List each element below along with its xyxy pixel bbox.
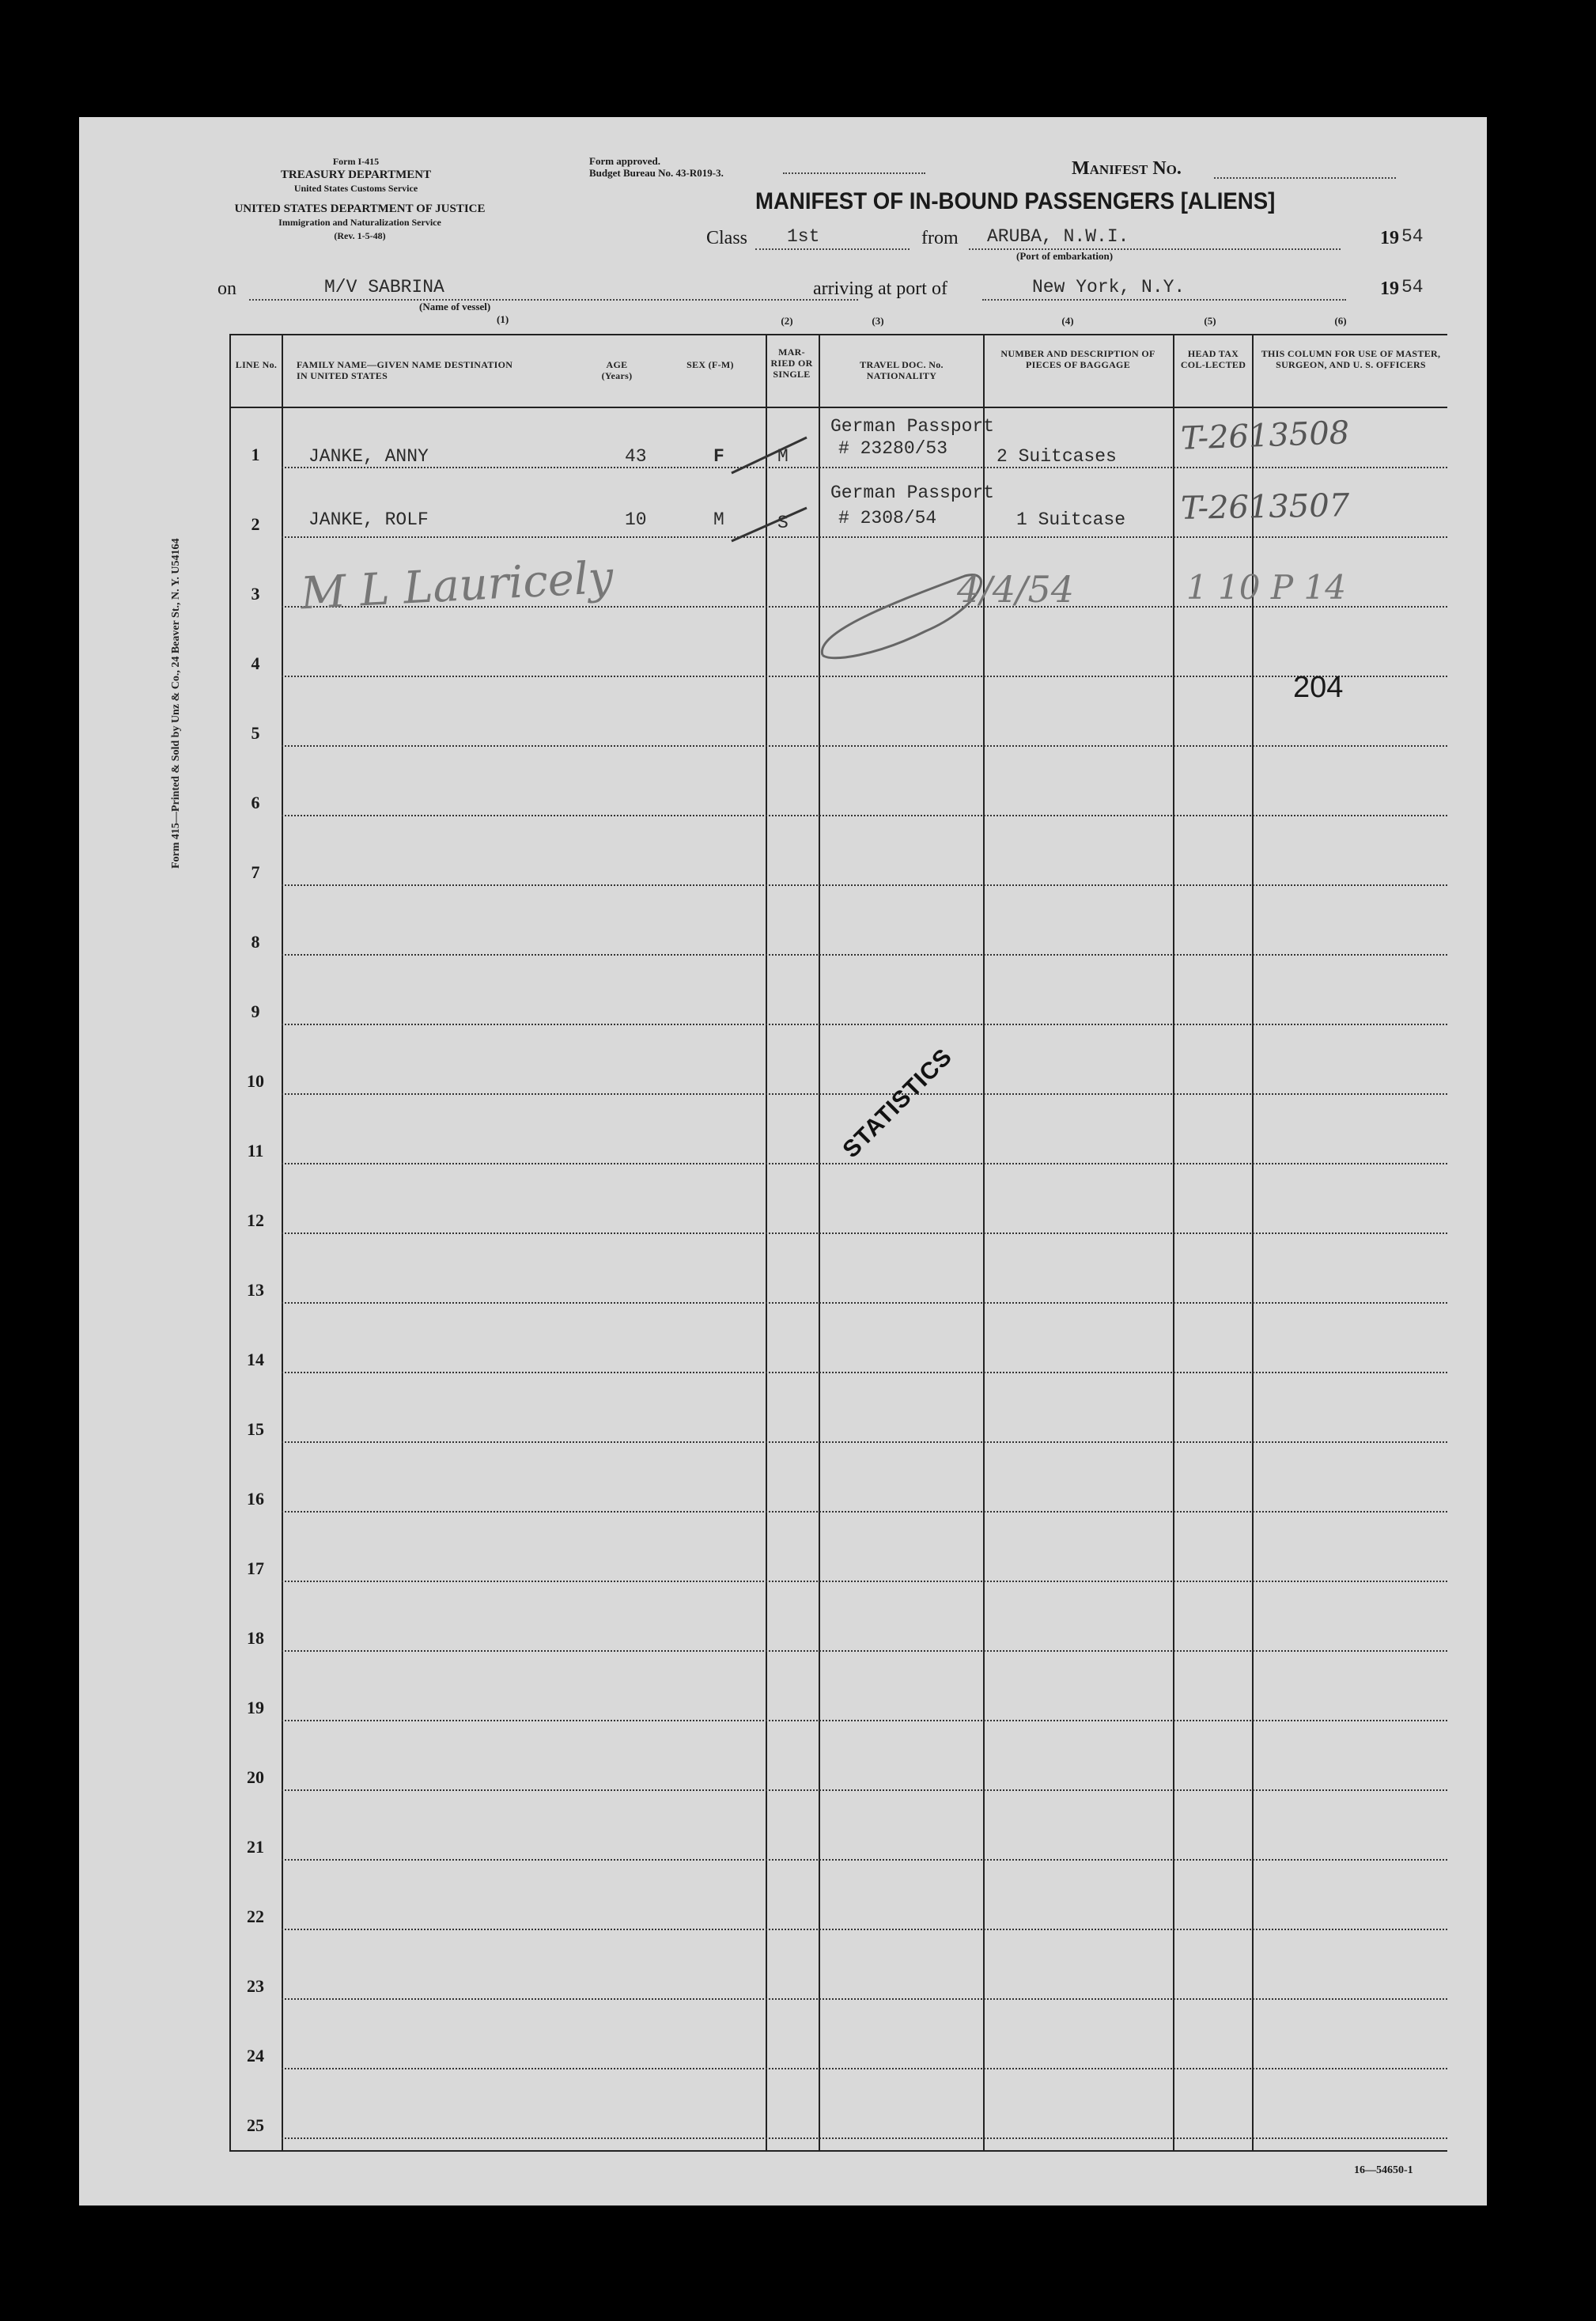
side-printer-text: Form 415—Printed & Sold by Unz & Co., 24 Beaver St., N. Y. U54164 bbox=[170, 538, 182, 869]
form-block bbox=[214, 155, 498, 195]
row-number: 3 bbox=[251, 584, 260, 604]
class-label: Class bbox=[706, 228, 748, 248]
row-line bbox=[282, 1093, 1447, 1095]
approval-dots bbox=[783, 172, 925, 174]
row-number: 19 bbox=[247, 1698, 264, 1717]
footer-code: 16—54650-1 bbox=[1354, 2164, 1413, 2176]
table-bottom-border bbox=[229, 2150, 1447, 2152]
justice-block bbox=[214, 203, 506, 243]
manifest-page bbox=[79, 117, 1487, 2206]
p1-doc-nationality: German Passport bbox=[830, 416, 995, 437]
row-line bbox=[282, 1581, 1447, 1582]
row3-signature: M L Lauricely bbox=[299, 551, 615, 620]
row-number: 23 bbox=[247, 1976, 264, 1996]
row-number: 14 bbox=[247, 1350, 264, 1369]
arriving-label: arriving at port of bbox=[813, 278, 947, 299]
approval-line2: Budget Bureau No. 43-R019-3. bbox=[589, 167, 724, 179]
row-line bbox=[282, 536, 1447, 538]
p2-doc-number: # 2308/54 bbox=[838, 508, 937, 528]
p2-sex: M bbox=[713, 509, 724, 530]
row-line bbox=[282, 1511, 1447, 1513]
row-line bbox=[282, 1650, 1447, 1652]
year-value: 54 bbox=[1401, 226, 1424, 247]
row-line bbox=[282, 1024, 1447, 1025]
vessel-field-line bbox=[249, 299, 858, 301]
year-prefix: 19 bbox=[1380, 228, 1399, 248]
row-line bbox=[282, 884, 1447, 886]
hdr-line-no: LINE No. bbox=[235, 359, 278, 370]
row-line bbox=[282, 1789, 1447, 1791]
p1-officer-note: T-2613508 bbox=[1180, 415, 1350, 457]
class-value: 1st bbox=[787, 226, 820, 247]
p2-age: 10 bbox=[625, 509, 647, 530]
row-number: 4 bbox=[251, 653, 260, 673]
vessel-colnum: (1) bbox=[497, 313, 509, 325]
border-left bbox=[229, 334, 231, 2152]
row-line bbox=[282, 1859, 1447, 1861]
row-number: 12 bbox=[247, 1210, 264, 1230]
vessel-value: M/V SABRINA bbox=[324, 277, 444, 297]
row-line bbox=[282, 1232, 1447, 1234]
p1-doc-number: # 23280/53 bbox=[838, 438, 948, 459]
class-field-line bbox=[755, 248, 910, 250]
year2-prefix: 19 bbox=[1380, 278, 1399, 299]
hdr-officers: THIS COLUMN FOR USE OF MASTER, SURGEON, AND U. S. OFFICERS bbox=[1261, 348, 1441, 370]
row-number: 25 bbox=[247, 2115, 264, 2135]
row-line bbox=[282, 1720, 1447, 1721]
table-top-border bbox=[229, 334, 1447, 335]
colnum-4: (4) bbox=[1061, 315, 1074, 327]
colnum-2: (2) bbox=[781, 315, 793, 327]
row-number: 7 bbox=[251, 862, 260, 882]
ins-label: Immigration and Naturalization Service bbox=[278, 217, 441, 228]
row-number: 15 bbox=[247, 1419, 264, 1439]
p1-marital: M bbox=[777, 446, 789, 467]
row-number: 6 bbox=[251, 793, 260, 812]
customs-service: United States Customs Service bbox=[293, 183, 418, 194]
row3-note: 1 10 P 14 bbox=[1186, 568, 1346, 607]
row-number: 24 bbox=[247, 2046, 264, 2065]
row-line bbox=[282, 1302, 1447, 1304]
p1-name: JANKE, ANNY bbox=[308, 446, 429, 467]
arriving-field-line bbox=[982, 299, 1346, 301]
row-number: 5 bbox=[251, 723, 260, 743]
row-number: 10 bbox=[247, 1071, 264, 1091]
row-line bbox=[282, 745, 1447, 747]
colnum-6: (6) bbox=[1334, 315, 1347, 327]
row-line bbox=[282, 1929, 1447, 1930]
row-line bbox=[282, 1372, 1447, 1373]
checkmark-2 bbox=[728, 502, 815, 549]
p1-sex: F bbox=[713, 446, 724, 467]
approval-block bbox=[589, 155, 724, 179]
treasury-dept: TREASURY DEPARTMENT bbox=[280, 168, 432, 181]
row-number: 1 bbox=[251, 445, 260, 464]
row-line bbox=[282, 1998, 1447, 2000]
p2-marital: S bbox=[777, 513, 789, 533]
form-id: Form I-415 bbox=[332, 156, 380, 167]
p2-doc-nationality: German Passport bbox=[830, 483, 995, 503]
from-value: ARUBA, N.W.I. bbox=[987, 226, 1129, 247]
checkmark-1 bbox=[728, 434, 815, 481]
row-number: 9 bbox=[251, 1001, 260, 1021]
row-number: 11 bbox=[247, 1141, 264, 1160]
row-line bbox=[282, 2068, 1447, 2069]
row-number: 8 bbox=[251, 932, 260, 952]
row-line bbox=[282, 2137, 1447, 2139]
row-number: 21 bbox=[247, 1837, 264, 1857]
hdr-name: FAMILY NAME—GIVEN NAME DESTINATION IN UNITED STATES bbox=[297, 359, 513, 381]
hdr-travel: TRAVEL DOC. No. NATIONALITY bbox=[860, 359, 944, 381]
approval-line1: Form approved. bbox=[589, 155, 661, 167]
hdr-age: AGE (Years) bbox=[601, 359, 633, 381]
row3-date: 4/4/54 bbox=[957, 568, 1075, 611]
row-number: 16 bbox=[247, 1489, 264, 1509]
hdr-baggage: NUMBER AND DESCRIPTION OF PIECES OF BAGGAGE bbox=[1000, 348, 1155, 370]
hdr-sex: SEX (F-M) bbox=[686, 359, 734, 370]
p2-baggage: 1 Suitcase bbox=[1016, 509, 1126, 530]
row-number: 13 bbox=[247, 1280, 264, 1300]
p2-officer-note: T-2613507 bbox=[1180, 487, 1350, 527]
colnum-5: (5) bbox=[1204, 315, 1216, 327]
row-number: 2 bbox=[251, 514, 260, 534]
hdr-headtax: HEAD TAX COL-LECTED bbox=[1180, 348, 1246, 370]
colnum-3: (3) bbox=[872, 315, 884, 327]
p2-name: JANKE, ROLF bbox=[308, 509, 429, 530]
row-line bbox=[282, 815, 1447, 816]
justice-dept: UNITED STATES DEPARTMENT OF JUSTICE bbox=[234, 203, 486, 215]
row-line bbox=[282, 1441, 1447, 1443]
statistics-stamp: STATISTICS bbox=[838, 1043, 958, 1164]
arriving-value: New York, N.Y. bbox=[1032, 277, 1186, 297]
row-line bbox=[282, 676, 1447, 677]
p1-age: 43 bbox=[625, 446, 647, 467]
revision: (Rev. 1-5-48) bbox=[334, 230, 386, 241]
page-title: MANIFEST OF IN-BOUND PASSENGERS [ALIENS] bbox=[755, 188, 1276, 214]
row-line bbox=[282, 1163, 1447, 1164]
manifest-no-label: Manifest No. bbox=[1072, 158, 1182, 179]
on-label: on bbox=[217, 278, 236, 299]
vessel-label: (Name of vessel) bbox=[419, 301, 491, 312]
header-bottom-border bbox=[229, 407, 1447, 408]
manifest-no-field bbox=[1214, 177, 1396, 179]
row-number: 18 bbox=[247, 1628, 264, 1648]
year2-value: 54 bbox=[1401, 277, 1424, 297]
row-line bbox=[282, 954, 1447, 956]
from-label: from bbox=[921, 228, 959, 248]
row4-stamp: 204 bbox=[1293, 671, 1344, 704]
row-number: 17 bbox=[247, 1558, 264, 1578]
row-number: 22 bbox=[247, 1906, 264, 1926]
p1-baggage: 2 Suitcases bbox=[997, 446, 1117, 467]
port-embark-label: (Port of embarkation) bbox=[1016, 250, 1114, 262]
row-line bbox=[282, 467, 1447, 468]
row-number: 20 bbox=[247, 1767, 264, 1787]
hdr-married: MAR-RIED OR SINGLE bbox=[770, 346, 813, 380]
